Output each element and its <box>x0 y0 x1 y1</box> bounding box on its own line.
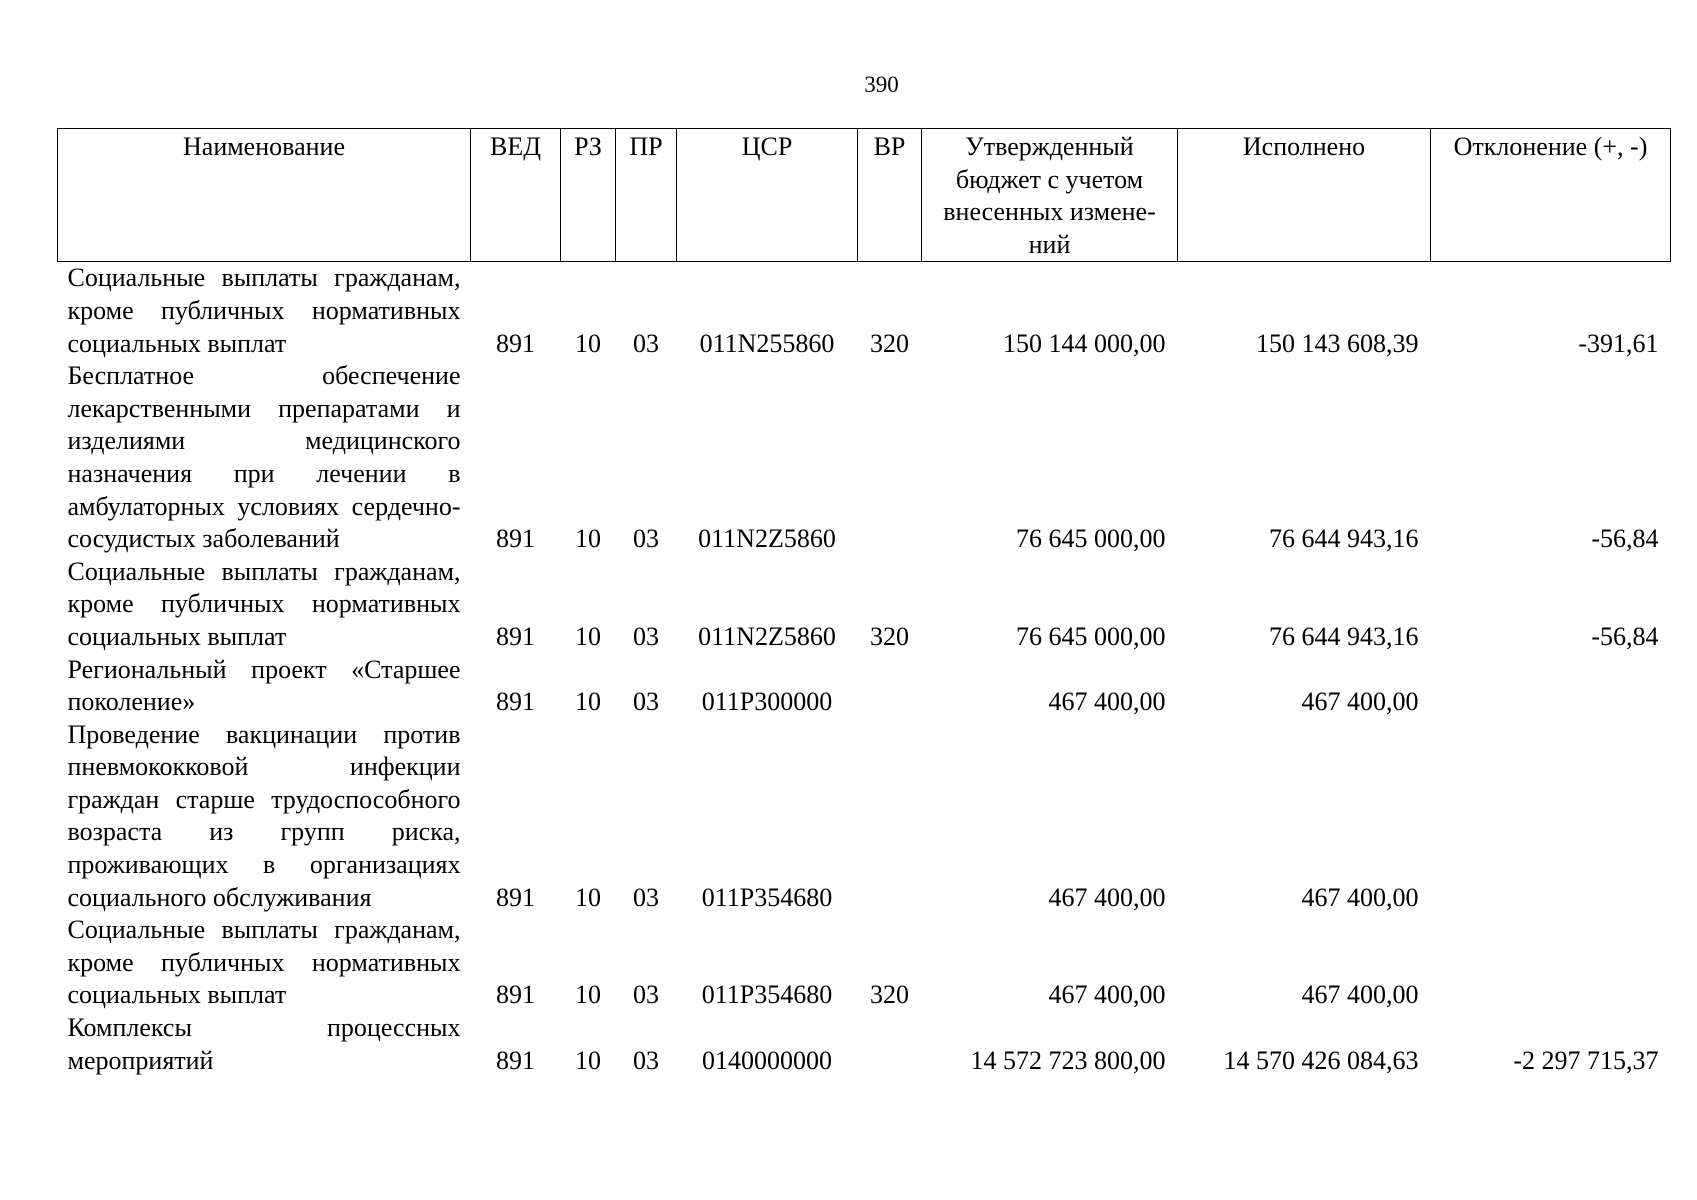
row-name: Социальные выплаты гражданам, кроме публичных нормативных социальных выплат <box>67 263 461 358</box>
table-row <box>58 262 1671 360</box>
row-executed: 76 644 943,16 <box>1269 621 1419 651</box>
header-approved-budget: Утвержденный бюджет с учетом внесенных измене-ний <box>922 129 1178 262</box>
row-name: Региональный проект «Старшее поколение» <box>67 654 461 717</box>
row-pr: 03 <box>633 328 659 358</box>
table-row <box>58 654 1671 719</box>
row-executed: 467 400,00 <box>1301 687 1419 717</box>
table-header-row <box>58 129 1671 262</box>
header-csr: ЦСР <box>677 129 858 262</box>
row-csr: 011N2Z5860 <box>698 621 836 651</box>
row-approved: 467 400,00 <box>1048 882 1166 912</box>
row-vr: 320 <box>870 621 909 651</box>
table-row <box>58 1012 1671 1077</box>
row-name: Проведение вакцинации против пневмококковой инфекции граждан старше трудоспособного возраста из групп риска, проживающих в организациях социального обслуживания <box>67 719 461 912</box>
row-pr: 03 <box>633 980 659 1010</box>
row-approved: 14 572 723 800,00 <box>970 1045 1166 1075</box>
row-ved: 891 <box>496 524 535 554</box>
row-name: Социальные выплаты гражданам, кроме публичных нормативных социальных выплат <box>67 915 461 1010</box>
row-pr: 03 <box>633 687 659 717</box>
row-executed: 14 570 426 084,63 <box>1223 1045 1419 1075</box>
row-vr: 320 <box>870 328 909 358</box>
row-deviation: -56,84 <box>1591 524 1659 554</box>
row-csr: 011N255860 <box>699 328 835 358</box>
row-name: Бесплатное обеспечение лекарственными препаратами и изделиями медицинского назначения при лечении в амбулаторных условиях сердечно-сосудистых заболеваний <box>67 361 461 554</box>
row-approved: 76 645 000,00 <box>1016 524 1166 554</box>
row-csr: 011P354680 <box>701 882 833 912</box>
row-deviation: -2 297 715,37 <box>1513 1045 1659 1075</box>
row-name: Комплексы процессных мероприятий <box>67 1013 461 1075</box>
row-vr: 320 <box>870 980 909 1010</box>
row-csr: 011P300000 <box>701 687 833 717</box>
row-executed: 150 143 608,39 <box>1256 328 1419 358</box>
row-ved: 891 <box>496 980 535 1010</box>
header-rz: РЗ <box>561 129 616 262</box>
row-approved: 150 144 000,00 <box>1003 328 1166 358</box>
row-deviation <box>1431 654 1671 719</box>
row-approved: 76 645 000,00 <box>1016 621 1166 651</box>
row-pr: 03 <box>633 882 659 912</box>
row-deviation <box>1431 914 1671 1012</box>
row-ved: 891 <box>496 1045 535 1075</box>
row-rz: 10 <box>575 980 601 1010</box>
row-pr: 03 <box>633 524 659 554</box>
row-rz: 10 <box>575 1045 601 1075</box>
row-ved: 891 <box>496 687 535 717</box>
table-row <box>58 556 1671 654</box>
header-pr: ПР <box>616 129 677 262</box>
row-rz: 10 <box>575 328 601 358</box>
row-executed: 76 644 943,16 <box>1269 524 1419 554</box>
row-rz: 10 <box>575 882 601 912</box>
row-vr <box>858 654 922 719</box>
row-rz: 10 <box>575 524 601 554</box>
budget-execution-table <box>57 128 1671 1077</box>
header-vr: ВР <box>858 129 922 262</box>
row-rz: 10 <box>575 687 601 717</box>
row-vr <box>858 360 922 556</box>
row-pr: 03 <box>633 621 659 651</box>
page-number: 390 <box>864 72 899 97</box>
header-ved: ВЕД <box>471 129 561 262</box>
row-pr: 03 <box>633 1045 659 1075</box>
row-executed: 467 400,00 <box>1301 980 1419 1010</box>
header-deviation: Отклонение (+, -) <box>1431 129 1671 262</box>
table-row <box>58 360 1671 556</box>
row-deviation <box>1431 719 1671 915</box>
row-deviation: -56,84 <box>1591 621 1659 651</box>
row-vr <box>858 719 922 915</box>
row-rz: 10 <box>575 621 601 651</box>
row-csr: 011N2Z5860 <box>698 524 836 554</box>
row-ved: 891 <box>496 328 535 358</box>
row-approved: 467 400,00 <box>1048 980 1166 1010</box>
row-ved: 891 <box>496 882 535 912</box>
header-executed: Исполнено <box>1178 129 1431 262</box>
row-executed: 467 400,00 <box>1301 882 1419 912</box>
table-row <box>58 914 1671 1012</box>
row-approved: 467 400,00 <box>1048 687 1166 717</box>
row-vr <box>858 1012 922 1077</box>
row-csr: 0140000000 <box>702 1045 832 1075</box>
row-csr: 011P354680 <box>701 980 833 1010</box>
row-ved: 891 <box>496 621 535 651</box>
row-name: Социальные выплаты гражданам, кроме публичных нормативных социальных выплат <box>67 556 461 651</box>
table-row <box>58 719 1671 915</box>
row-deviation: -391,61 <box>1578 328 1659 358</box>
header-name: Наименование <box>58 129 471 262</box>
